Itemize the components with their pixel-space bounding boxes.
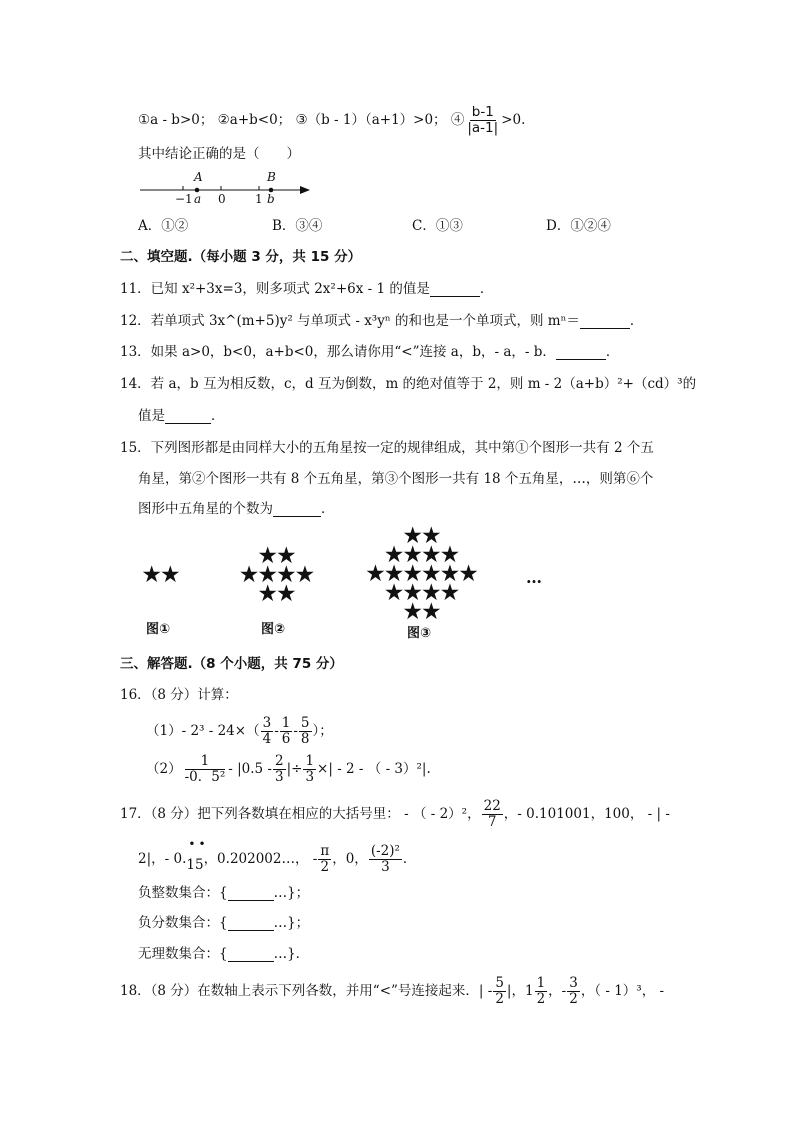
q15-line3 (138, 499, 335, 519)
q13-end: ． (605, 344, 620, 360)
q14-line1: 14．若 a，b 互为相反数，c，d 互为倒数，m 的绝对值等于 2，则 m - 2（a+b）²+（cd）³的 (120, 376, 697, 392)
q17-set-irrationals (138, 944, 309, 964)
q14-end: ． (211, 408, 225, 424)
q17-fraction-22-7 (482, 799, 503, 830)
denominator: 2 (569, 991, 578, 1007)
q10-c1-mark: ① (138, 112, 151, 128)
star-row: ★★★★ (383, 542, 459, 568)
q10-c4-fraction (465, 105, 500, 136)
option-letter: A． (138, 218, 162, 234)
q18-fraction-3-2 (567, 976, 580, 1007)
denominator: -0．5² (184, 769, 226, 785)
q16-p2-mid2: |÷ (286, 761, 303, 777)
q18-mid1: |，1 (506, 983, 534, 999)
q13-text: 13．如果 a>0，b<0，a+b<0，那么请你用“<”连接 a，b，- a，- b． (120, 344, 556, 360)
option-text: ①② (161, 218, 189, 234)
q10-option-a[interactable] (138, 216, 188, 236)
q16-p2-fraction-c (303, 754, 316, 785)
figure-3-stars (362, 523, 480, 625)
numerator: 5 (300, 715, 310, 731)
q16-p2-fraction-b (273, 754, 286, 785)
q10-c4-mark: ④ (450, 112, 465, 128)
q10-c3-mark: ③ (295, 112, 308, 128)
q10-prompt: 其中结论正确的是（ ） (138, 146, 300, 162)
q11-end: ． (479, 281, 494, 297)
q15-answer-blank[interactable] (273, 503, 321, 517)
q10-number-line (138, 170, 318, 210)
q17-line1b-text: ，- 0.101001，100， - | - (503, 806, 670, 822)
option-text: ①②④ (570, 218, 611, 234)
star-row: ★★ (141, 562, 179, 588)
q17-line1 (120, 797, 670, 831)
q17-set-negative-fractions (138, 913, 309, 933)
q18-text: 18．（8 分）在数轴上表示下列各数，并用“<”号连接起来．| - (120, 983, 493, 999)
numerator: 1 (536, 975, 546, 991)
numerator: π (320, 843, 330, 859)
denominator: 2 (536, 991, 546, 1007)
set-end: …}； (273, 915, 310, 931)
set-answer-blank[interactable] (228, 887, 274, 901)
q11 (120, 279, 493, 299)
q17-line2d-text: ． (402, 851, 417, 867)
q11-text: 11．已知 x²+3x=3，则多项式 2x²+6x - 1 的值是 (120, 281, 430, 297)
repeat-dots: •• (188, 837, 209, 851)
q16-p1-fraction-1 (261, 716, 274, 747)
figure-1-label: 图① (146, 622, 171, 637)
q16-p1-end: ）； (312, 723, 333, 739)
numerator: 1 (281, 715, 291, 731)
numerator: 1 (185, 754, 226, 770)
numerator: 22 (483, 798, 501, 814)
denominator: 2 (495, 991, 504, 1007)
q10-label-minus-one: −1 (175, 192, 193, 206)
q16-p2-mid1: - |0.5 - (228, 761, 272, 777)
q16-p1-label: （1） (146, 723, 182, 739)
numerator: 3 (569, 975, 578, 991)
q10-label-one: 1 (255, 192, 263, 206)
repeat-digits: 15 (186, 857, 204, 873)
numerator: 1 (305, 753, 315, 769)
option-letter: D． (546, 218, 571, 234)
q16-p1-expr: - 2³ - 24×（ (181, 723, 260, 739)
q15-line3-text: 图形中五角星的个数为 (138, 501, 273, 517)
figure-3-label: 图③ (407, 626, 432, 641)
denominator: 6 (281, 731, 291, 747)
q10-option-c[interactable] (412, 216, 463, 236)
denominator: 3 (381, 859, 390, 875)
q18-mid2: ，- (548, 983, 567, 999)
q10-label-zero: 0 (218, 192, 226, 206)
q10-c2-mark: ② (217, 112, 230, 128)
numerator: (-2)² (370, 843, 400, 859)
set-answer-blank[interactable] (228, 948, 274, 962)
q15-line2: 角星，第②个图形一共有 8 个五角星，第③个图形一共有 18 个五角星，…，则第⑥个 (138, 471, 654, 487)
set-label: 负整数集合：{ (138, 885, 228, 901)
star-row: ★★ (257, 581, 295, 607)
numerator: 5 (495, 975, 504, 991)
q18-fraction-1-2 (535, 976, 548, 1007)
set-label: 无理数集合：{ (138, 946, 228, 962)
q16-p2-label: （2） (146, 761, 182, 777)
star-row: ★★ (402, 599, 440, 625)
q10-c1-text: a - b>0； (150, 112, 214, 128)
q12-text: 12．若单项式 3x^(m+5)y² 与单项式 - x³yⁿ 的和也是一个单项式，则 mⁿ＝ (120, 313, 580, 329)
option-letter: C． (412, 218, 436, 234)
q10-c4-tail: >0. (501, 112, 526, 128)
option-text: ①③ (435, 218, 463, 234)
q16-p1-fraction-2 (280, 716, 293, 747)
option-letter: B． (272, 218, 296, 234)
denominator: 8 (300, 731, 310, 747)
q17-line2c-text: ，0， (332, 851, 368, 867)
figure-1-stars (138, 562, 182, 588)
set-answer-blank[interactable] (228, 917, 274, 931)
q16-part2 (146, 752, 431, 786)
denominator: 3 (274, 769, 284, 785)
q10-c3-text: （b - 1）（a+1）>0； (307, 112, 447, 128)
star-row: ★★ (402, 523, 440, 549)
q16-head: 16．（8 分）计算： (120, 687, 238, 703)
q16-part1: （1）- 2³ - 24×（ $\frac{3}{4}$ - $\frac{1}{6}$ - $\frac{5}{8}$ ）； (146, 715, 333, 747)
q12-end: ． (629, 313, 644, 329)
q17-line2a-text: 2|，- 0. (138, 851, 187, 867)
q17-repeating-decimal (186, 837, 209, 882)
star-row: ★★ (257, 543, 295, 569)
q17-set-negative-integers (138, 883, 309, 903)
set-label: 负分数集合：{ (138, 915, 228, 931)
q12-answer-blank[interactable] (580, 315, 630, 329)
numerator: 2 (274, 753, 284, 769)
star-row: ★★★★ (383, 580, 459, 606)
q10-c4-numerator: b-1 (471, 104, 494, 120)
set-end: …}； (273, 885, 310, 901)
denominator: 4 (262, 731, 272, 747)
q17-fraction-neg2sq-3 (369, 844, 402, 875)
q10-conclusions (138, 105, 525, 136)
q14-line2-text: 值是 (138, 408, 165, 424)
figure-2-stars (226, 543, 326, 607)
q14-answer-blank[interactable] (165, 410, 211, 424)
q16-p2-end: ×| - 2 - （ - 3）²|. (317, 761, 431, 777)
q17-fraction-pi-2 (318, 844, 331, 875)
numerator: 3 (262, 715, 272, 731)
q10-option-b[interactable] (272, 216, 322, 236)
q16-p1-fraction-3 (299, 716, 312, 747)
q16-p2-fraction-a (183, 754, 228, 785)
option-text: ③④ (295, 218, 323, 234)
q18 (120, 974, 664, 1008)
q10-label-A: A (194, 170, 203, 184)
q10-label-a: a (194, 192, 202, 206)
figure-ellipsis: … (526, 568, 542, 587)
q18-end: ，（ - 1）³， - (580, 983, 665, 999)
section2-title: 二、填空题.（每小题 3 分，共 15 分） (120, 249, 362, 265)
q17-line2 (138, 837, 417, 882)
q15-end: ． (321, 501, 335, 517)
section3-title: 三、解答题.（8 个小题，共 75 分） (120, 656, 343, 672)
star-row: ★★★★ (238, 562, 314, 588)
q10-label-B: B (267, 170, 276, 184)
denominator: 2 (320, 859, 330, 875)
q17-line2b-text: ，0.202002…， - (203, 851, 318, 867)
q11-answer-blank[interactable] (430, 283, 480, 297)
q17-line1-text: 17．（8 分）把下列各数填在相应的大括号里： - （ - 2）²， (120, 806, 481, 822)
denominator: 3 (305, 769, 315, 785)
q12 (120, 311, 643, 331)
q10-label-b: b (267, 192, 275, 206)
q13-answer-blank[interactable] (556, 346, 606, 360)
q13 (120, 342, 619, 362)
q14-line2 (138, 406, 225, 426)
q10-c4-denominator: |a-1| (467, 120, 499, 136)
star-row: ★★★★★★ (365, 561, 477, 587)
denominator: 7 (487, 814, 497, 830)
set-end: …}． (273, 946, 310, 962)
figure-2-label: 图② (261, 622, 286, 637)
q15-line1: 15．下列图形都是由同样大小的五角星按一定的规律组成，其中第①个图形一共有 2 个五 (120, 440, 654, 456)
q10-option-d[interactable] (546, 216, 611, 236)
q10-c2-text: a+b<0； (229, 112, 292, 128)
q18-fraction-5-2 (493, 976, 506, 1007)
